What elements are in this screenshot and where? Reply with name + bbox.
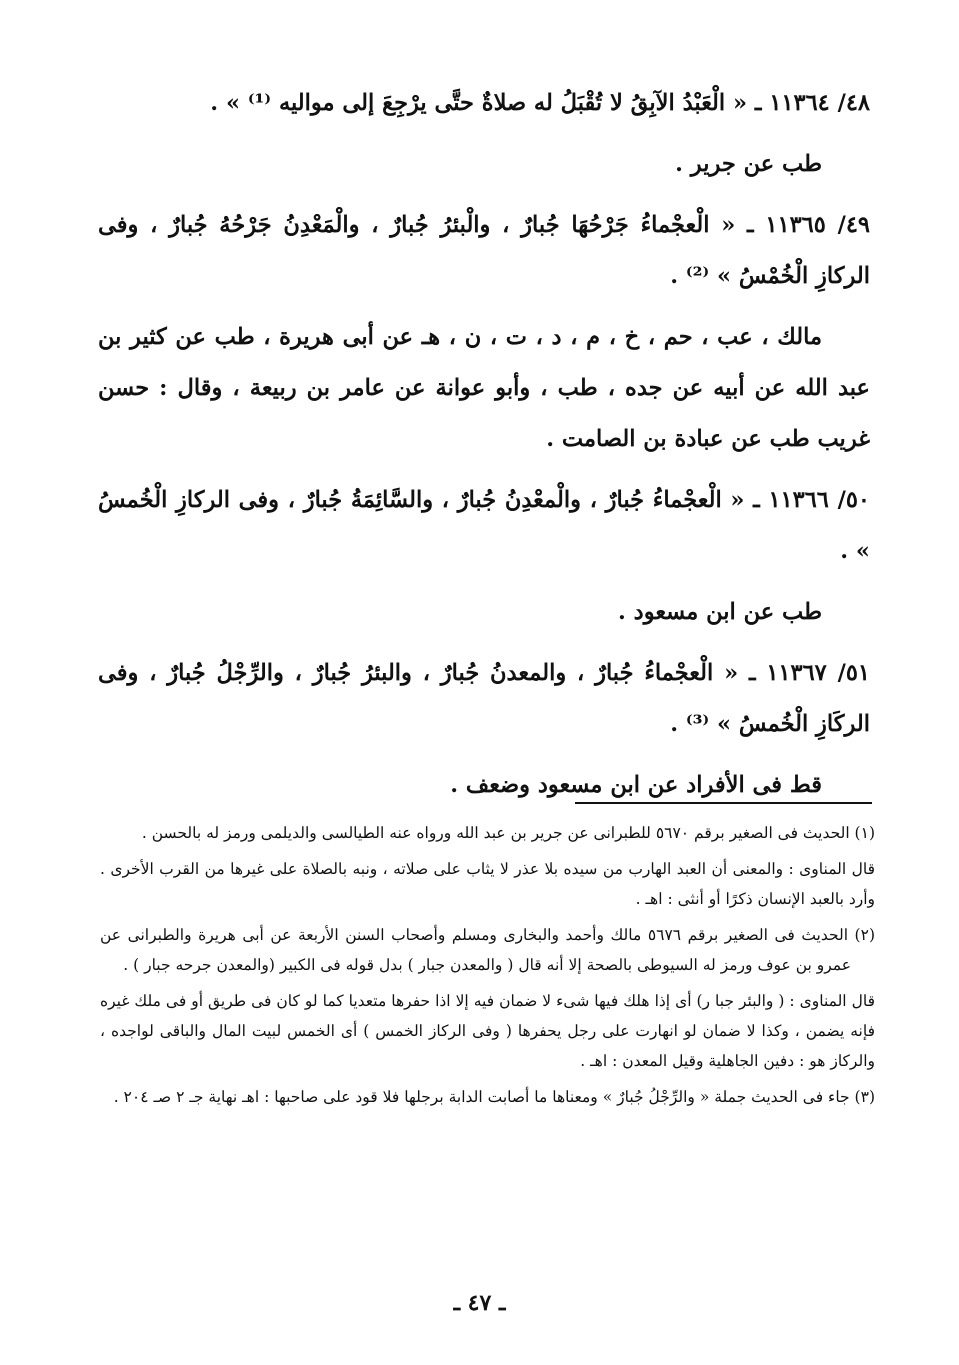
hadith-49: ٤٩/ ١١٣٦٥ ـ « الْعجْماءُ جَرْحُهَا جُبارٌ ، والْبئرُ جُبارٌ ، والْمَعْدِنُ جَرْحُهُ جُبارٌ ، وفى الركازِ الْخُمْسُ » ⁽²⁾ .: [98, 212, 870, 289]
source-48: طب عن جرير .: [675, 151, 822, 177]
hadith-50: ٥٠/ ١١٣٦٦ ـ « الْعجْماءُ جُبارٌ ، والْمعْدِنُ جُبارٌ ، والسَّائِمَةُ جُبارٌ ، وفى الركازِ الْخُمسُ » .: [98, 487, 870, 564]
source-50: طب عن ابن مسعود .: [618, 599, 822, 625]
footnote-2: (٢) الحديث فى الصغير برقم ٥٦٧٦ مالك وأحمد والبخارى ومسلم وأصحاب السنن الأربعة عن أبى هريرة والطبرانى عن عمرو بن عوف ورمز له السيوطى بالصحة إلا أنه قال ( والمعدن جبار ) بدل قوله فى الكبير (والمعدن جرحه جبار ) .: [100, 926, 875, 974]
main-text: [98, 78, 870, 821]
page-number: ـ ٤٧ ـ: [453, 1290, 506, 1316]
footnote-1: (١) الحديث فى الصغير برقم ٥٦٧٠ للطبرانى عن جرير بن عبد الله ورواه عنه الطيالسى والديلمى ورمز له بالحسن .: [141, 824, 875, 842]
footnotes: [100, 818, 875, 1118]
footnote-2-commentary: قال المناوى : ( والبئر جبا ر) أى إذا هلك فيها شىء لا ضمان فيه إلا اذا حفرها متعديا كما لو كان فى طريق أو فى ملك غيره فإنه يضمن ، وكذا لا ضمان لو انهارت على رجل يحفرها ( وفى الركاز الخمس ) أى الخمس لبيت المال والباقى لواجده ، والركاز هو : دفين الجاهلية وقيل المعدن : اهـ .: [100, 992, 875, 1070]
source-49: مالك ، عب ، حم ، خ ، م ، د ، ت ، ن ، هـ عن أبى هريرة ، طب عن كثير بن عبد الله عن أبيه عن جده ، طب ، وأبو عوانة عن عامر بن ربيعة ، وقال : حسن غريب طب عن عبادة بن الصامت .: [98, 324, 870, 452]
footnote-1-commentary: قال المناوى : والمعنى أن العبد الهارب من سيده بلا عذر لا يثاب على صلاته ، ونبه بالصلاة على غيرها من القرب الأخرى . وأرد بالعبد الإنسان ذكرًا أو أنثى : اهـ .: [100, 860, 875, 908]
hadith-48: ٤٨/ ١١٣٦٤ ـ « الْعَبْدُ الآبِقُ لا تُقْبَلُ له صلاةٌ حتَّى يرْجِعَ إلى مواليه ⁽¹⁾ » .: [210, 90, 870, 116]
footnote-divider: [575, 802, 872, 804]
footnote-3: (٣) جاء فى الحديث جملة « والرِّجْلُ جُبارٌ » ومعناها ما أصابت الدابة برجلها فلا قود على صاحبها : اهـ نهاية جـ ٢ صـ ٢٠٤ .: [113, 1088, 875, 1106]
hadith-51: ٥١/ ١١٣٦٧ ـ « الْعجْماءُ جُبارٌ ، والمعدنُ جُبارٌ ، والبئرُ جُبارٌ ، والرِّجْلُ جُبارٌ ، وفى الركَازِ الْخُمسُ » ⁽³⁾ .: [98, 660, 870, 737]
source-51: قط فى الأفراد عن ابن مسعود وضعف .: [450, 772, 822, 798]
